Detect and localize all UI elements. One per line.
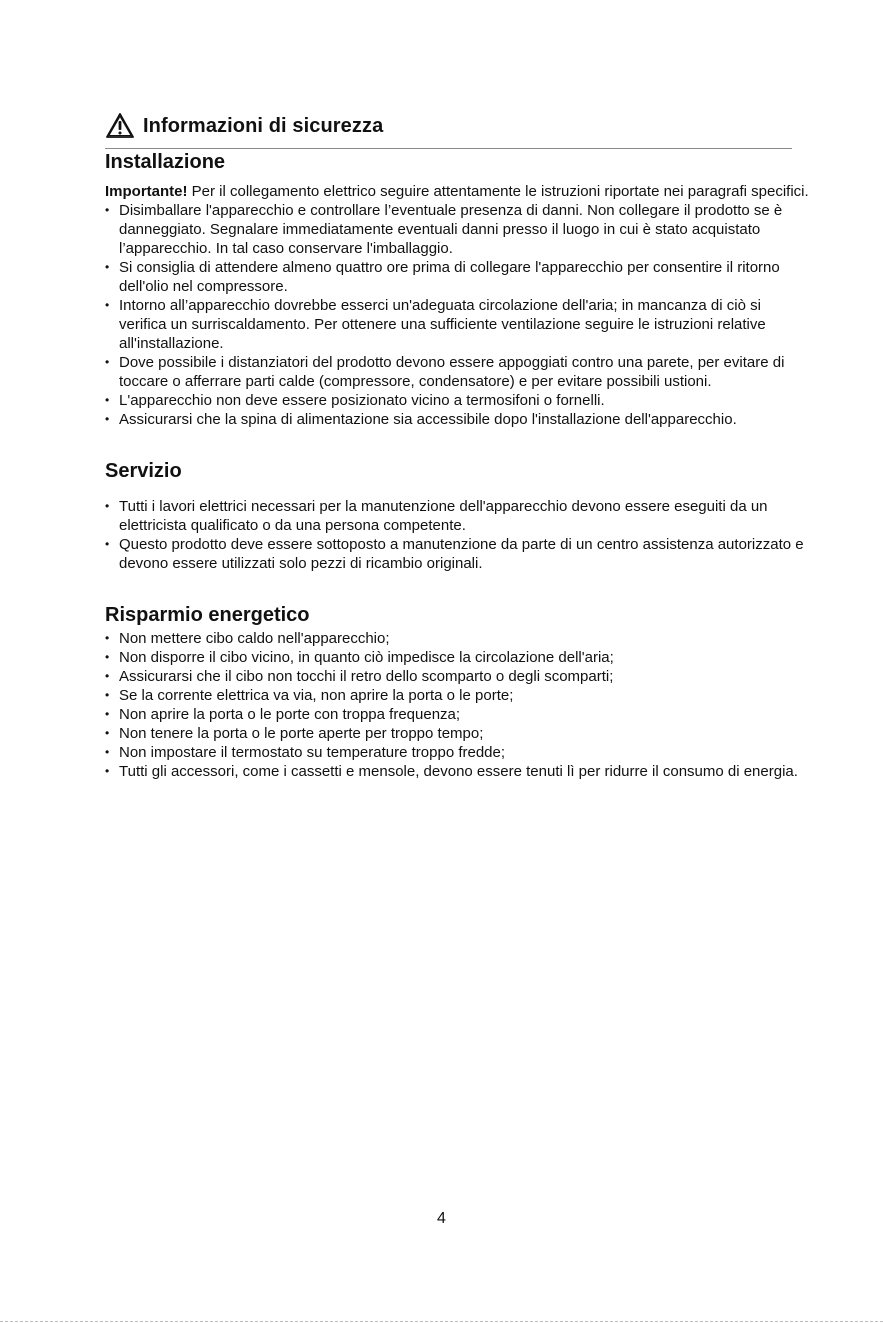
list-item: • Si consiglia di attendere almeno quattro ore prima di collegare l'apparecchio per consentire il ritorno dell'olio nel compressore. — [105, 258, 810, 296]
important-label: Importante! — [105, 183, 188, 200]
list-item: • Assicurarsi che il cibo non tocchi il retro dello scomparto o degli scomparti; — [105, 667, 810, 686]
list-item: • Dove possibile i distanziatori del prodotto devono essere appoggiati contro una parete, per evitare di toccare o afferrare parti calde (compressore, condensatore) e per evitare possibili ustioni. — [105, 353, 810, 391]
important-note — [105, 182, 810, 201]
page-title: Informazioni di sicurezza — [143, 114, 384, 137]
list-item: • Disimballare l'apparecchio e controllare l’eventuale presenza di danni. Non collegare il prodotto se è danneggiato. Segnalare immediatamente eventuali danni presso il luogo in cui è stato acquistato l’apparecchio. In tal caso conservare l'imballaggio. — [105, 201, 810, 258]
list-item: • Non mettere cibo caldo nell'apparecchio; — [105, 629, 810, 648]
warning-triangle-icon — [105, 112, 135, 140]
list-item: • Non aprire la porta o le porte con troppa frequenza; — [105, 705, 810, 724]
list-item: • Tutti i lavori elettrici necessari per la manutenzione dell'apparecchio devono essere eseguiti da un elettricista qualificato o da una persona competente. — [105, 497, 810, 535]
page-bottom-edge — [0, 1321, 883, 1322]
section-title-risparmio: Risparmio energetico — [105, 604, 310, 626]
list-item: • Non disporre il cibo vicino, in quanto ciò impedisce la circolazione dell'aria; — [105, 648, 810, 667]
section-title-installazione: Installazione — [105, 151, 226, 173]
section-title-servizio: Servizio — [105, 460, 182, 482]
list-item: • Assicurarsi che la spina di alimentazione sia accessibile dopo l'installazione dell'apparecchio. — [105, 410, 810, 429]
content-body — [105, 150, 810, 781]
list-item: • Questo prodotto deve essere sottoposto a manutenzione da parte di un centro assistenza autorizzato e devono essere utilizzati solo pezzi di ricambio originali. — [105, 535, 810, 573]
list-item: • Intorno all’apparecchio dovrebbe esserci un'adeguata circolazione dell'aria; in mancanza di ciò si verifica un surriscaldamento. Per ottenere una sufficiente ventilazione seguire le istruzioni relative all'installazione. — [105, 296, 810, 353]
risparmio-list — [105, 629, 810, 781]
list-item: • Non tenere la porta o le porte aperte per troppo tempo; — [105, 724, 810, 743]
list-item: • Se la corrente elettrica va via, non aprire la porta o le porte; — [105, 686, 810, 705]
list-item: • L'apparecchio non deve essere posizionato vicino a termosifoni o fornelli. — [105, 391, 810, 410]
page-number: 4 — [437, 1210, 446, 1227]
header-divider — [105, 148, 792, 149]
installazione-list — [105, 201, 810, 429]
servizio-list — [105, 497, 810, 573]
important-text: Per il collegamento elettrico seguire attentamente le istruzioni riportate nei paragrafi specifici. — [187, 183, 809, 200]
list-item: • Tutti gli accessori, come i cassetti e mensole, devono essere tenuti lì per ridurre il consumo di energia. — [105, 762, 810, 781]
safety-header — [105, 112, 383, 140]
list-item: • Non impostare il termostato su temperature troppo fredde; — [105, 743, 810, 762]
